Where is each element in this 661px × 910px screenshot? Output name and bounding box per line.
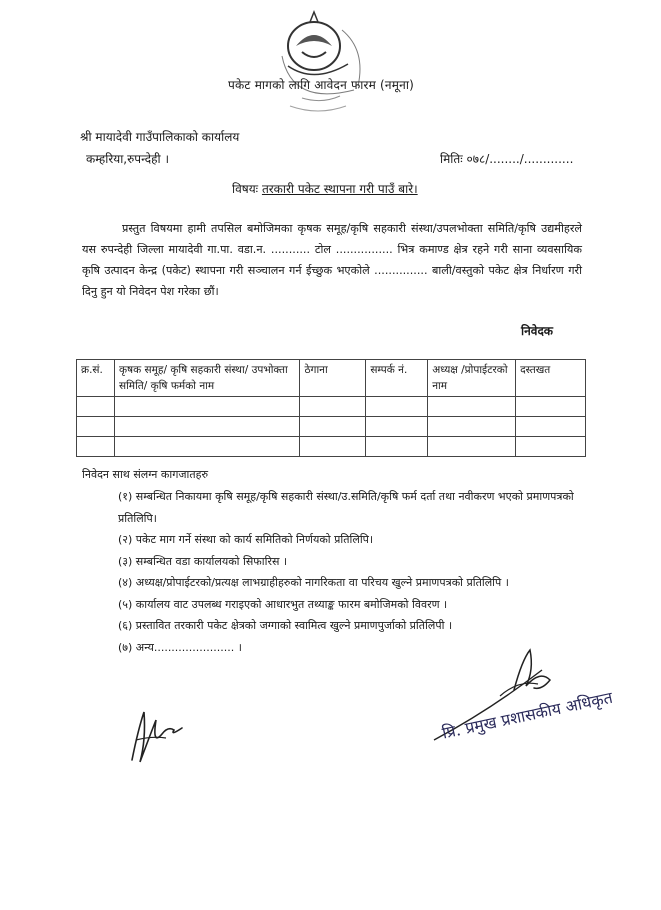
table-cell xyxy=(366,437,428,457)
subject-line xyxy=(232,180,418,197)
signature-icon xyxy=(122,700,190,770)
list-item: (२) पकेट माग गर्ने संस्था को कार्य समितिको निर्णयको प्रतिलिपि। xyxy=(118,533,374,546)
municipality-seal-icon xyxy=(262,6,382,116)
list-item: (७) अन्य....................... । xyxy=(118,640,242,654)
table-cell xyxy=(77,417,115,437)
table-cell xyxy=(114,417,299,437)
list-item: (४) अध्यक्ष/प्रोपाईटरको/प्रत्यक्ष लाभग्राहीहरुको नागरिकता वा परिचय खुल्ने प्रमाणपत्रको प्रतिलिपि । xyxy=(118,576,509,589)
table-header-row xyxy=(77,360,586,397)
table-cell xyxy=(428,437,516,457)
col-address: ठेगाना xyxy=(300,360,366,397)
table-cell xyxy=(300,437,366,457)
table-row xyxy=(77,417,586,437)
col-group-name: कृषक समूह/ कृषि सहकारी संस्था/ उपभोक्ता समिति/ कृषि फर्मको नाम xyxy=(114,360,299,397)
subject-label: विषयः xyxy=(232,182,259,196)
list-item: (५) कार्यालय वाट उपलब्ध गराइएको आधारभुत तथ्याङ्क फारम बमोजिमको विवरण । xyxy=(118,597,448,611)
table-row xyxy=(77,397,586,417)
table-row xyxy=(77,437,586,457)
form-title: पकेट मागको लागि आवेदन फारम (नमूना) xyxy=(228,78,415,92)
col-contact: सम्पर्क नं. xyxy=(366,360,428,397)
attachments-list xyxy=(118,486,588,658)
table-cell xyxy=(366,397,428,417)
body-text: प्रस्तुत विषयमा हामी तपसिल बमोजिमका कृषक समूह/कृषि सहकारी संस्था/उपलभोक्ता समिति/कृषि उद्यमीहरले यस रुपन्देही जिल्ला मायादेवी गा.पा. वडा.न. ........... टोल ................ भित्र कमाण्ड क्षेत्र रहने गरी साना व्यवसायिक कृषि उत्पादन केन्द्र (पकेट) स्थापना गरी सञ्चालन गर्न ईच्छुक भएकोले ............... बाली/वस्तुको पकेट क्षेत्र निर्धारण गरी दिनु हुन यो निवेदन पेश गरेका छौं। xyxy=(82,222,582,298)
col-signature: दस्तखत xyxy=(516,360,586,397)
list-item: (३) सम्बन्धित वडा कार्यालयको सिफारिस । xyxy=(118,554,288,568)
table-cell xyxy=(300,417,366,437)
table-cell xyxy=(428,417,516,437)
table-cell xyxy=(516,417,586,437)
subject-text: तरकारी पकेट स्थापना गरी पाउँ बारे। xyxy=(261,182,418,196)
officer-stamp: प्रि. प्रमुख प्रशासकीय अधिकृत xyxy=(440,687,615,743)
date-field: मितिः ०७८/......../............. xyxy=(440,152,574,166)
table-cell xyxy=(114,397,299,417)
table-cell xyxy=(366,417,428,437)
table-cell xyxy=(300,397,366,417)
applicant-table xyxy=(76,359,586,457)
recipient-line-2: कम्हरिया,रुपन्देही । xyxy=(86,152,170,166)
table-cell xyxy=(77,397,115,417)
applicant-label: निवेदक xyxy=(521,324,554,338)
list-item: (१) सम्बन्धित निकायमा कृषि समूह/कृषि सहकारी संस्था/उ.समिति/कृषि फर्म दर्ता तथा नवीकरण भएको प्रमाणपत्रको प्रतिलिपि। xyxy=(118,490,574,525)
table-cell xyxy=(77,437,115,457)
table-cell xyxy=(428,397,516,417)
body-paragraph xyxy=(82,218,582,302)
table-cell xyxy=(114,437,299,457)
attachments-heading: निवेदन साथ संलग्न कागजातहरु xyxy=(82,468,209,481)
col-serial: क्र.सं. xyxy=(77,360,115,397)
list-item: (६) प्रस्तावित तरकारी पकेट क्षेत्रको जग्गाको स्वामित्व खुल्ने प्रमाणपुर्जाको प्रतिलिपी । xyxy=(118,619,453,632)
table-cell xyxy=(516,437,586,457)
recipient-line-1: श्री मायादेवी गाउँपालिकाको कार्यालय xyxy=(80,130,240,144)
col-chairperson: अध्यक्ष /प्रोपाईटरको नाम xyxy=(428,360,516,397)
table-cell xyxy=(516,397,586,417)
